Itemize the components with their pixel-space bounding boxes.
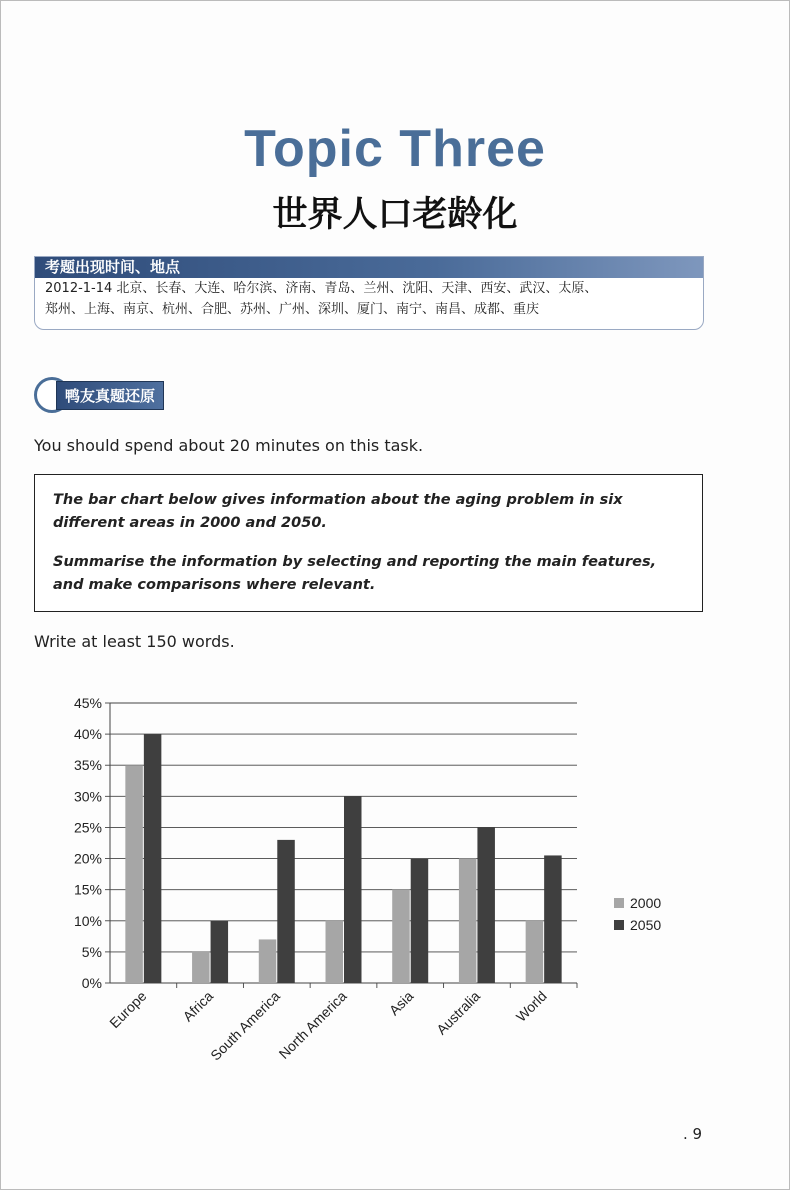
bar-2000: [192, 952, 210, 983]
legend-label: 2050: [630, 917, 662, 933]
bar-2000: [259, 939, 277, 983]
y-tick-label: 35%: [73, 757, 102, 774]
x-tick-label: Asia: [385, 987, 417, 1019]
y-tick-label: 45%: [73, 695, 102, 711]
legend-swatch-2050: [614, 920, 624, 930]
time-instruction: You should spend about 20 minutes on this task.: [34, 436, 424, 455]
bar-2000: [326, 921, 344, 983]
y-tick-label: 0%: [81, 975, 102, 991]
bar-2000: [459, 859, 477, 983]
bar-2050: [477, 827, 495, 983]
y-tick-label: 30%: [73, 788, 102, 805]
y-tick-label: 25%: [73, 819, 102, 836]
legend-label: 2000: [630, 895, 662, 911]
y-tick-label: 10%: [73, 912, 102, 929]
x-tick-label: World: [512, 987, 550, 1025]
exam-info-line: 2012-1-14 北京、长春、大连、哈尔滨、济南、青岛、兰州、沈阳、天津、西安、武汉、太原、: [45, 281, 598, 296]
bar-2000: [392, 890, 410, 983]
x-tick-label: North America: [275, 987, 350, 1062]
x-tick-label: South America: [207, 987, 283, 1064]
task-description: The bar chart below gives information about the aging problem in six different areas in 2000 and 2050.: [53, 492, 623, 531]
bar-2050: [411, 859, 429, 983]
y-tick-label: 5%: [81, 943, 102, 960]
x-tick-label: Australia: [433, 987, 484, 1038]
bar-2050: [277, 840, 295, 983]
exam-info-line: 郑州、上海、南京、杭州、合肥、苏州、广州、深圳、厦门、南宁、南昌、成都、重庆: [45, 302, 540, 317]
x-tick-label: Africa: [179, 987, 217, 1025]
bar-2050: [544, 855, 562, 983]
legend-swatch-2000: [614, 898, 624, 908]
section-label: 鸭友真题还原: [56, 381, 164, 410]
bar-2050: [344, 796, 362, 983]
bar-2050: [211, 921, 229, 983]
topic-title: Topic Three: [244, 120, 546, 178]
bar-chart: [1, 1, 789, 1189]
x-tick-label: Europe: [106, 987, 150, 1032]
y-tick-label: 15%: [73, 881, 102, 898]
bar-2000: [125, 765, 143, 983]
y-tick-label: 40%: [73, 726, 102, 743]
exam-info-header: 考题出现时间、地点: [35, 257, 703, 278]
bar-2050: [144, 734, 162, 983]
topic-subtitle: 世界人口老龄化: [272, 195, 518, 235]
word-count-instruction: Write at least 150 words.: [34, 632, 235, 651]
bar-2000: [526, 921, 544, 983]
task-requirement: Summarise the information by selecting and reporting the main features, and make comparisons where relevant.: [53, 554, 657, 593]
page-number: . 9: [683, 1125, 703, 1143]
y-tick-label: 20%: [73, 850, 102, 867]
